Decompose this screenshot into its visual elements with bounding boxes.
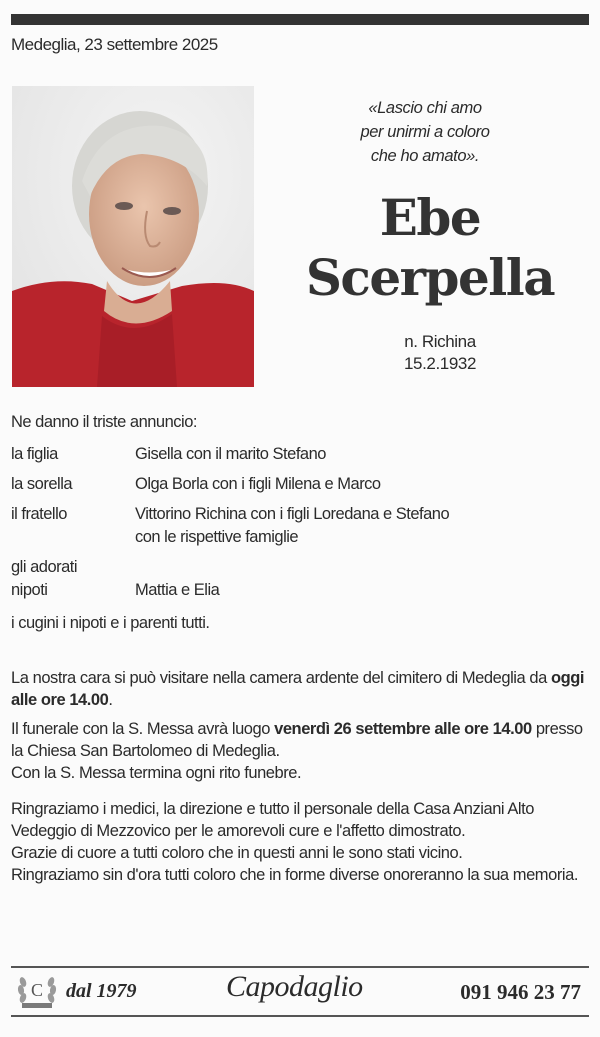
relation — [11, 473, 135, 496]
relative-names — [135, 473, 581, 496]
visitation-text-end: . — [108, 691, 113, 709]
names-line: Vittorino Richina con i figli Loredana e Stefano — [135, 505, 450, 523]
laurel-logo-icon — [16, 972, 58, 1010]
family-row — [11, 503, 581, 549]
relation-line: la sorella — [11, 475, 73, 493]
footer-rule-top — [11, 966, 589, 968]
portrait-photo — [12, 86, 254, 387]
visitation-text: La nostra cara si può visitare nella camera ardente del cimitero di Medeglia da — [11, 669, 551, 687]
relation-line: il fratello — [11, 505, 67, 523]
portrait-image — [12, 86, 254, 387]
funeral-datetime: venerdì 26 settembre alle ore 14.00 — [274, 720, 532, 738]
relation — [11, 443, 135, 466]
relation-line: nipoti — [11, 581, 48, 599]
visitation-time: oggi alle ore 14.00 — [11, 669, 585, 709]
visitation-paragraph — [11, 667, 586, 711]
funeral-location: presso la Chiesa San Bartolomeo di Medeglia. — [11, 720, 583, 760]
family-row — [11, 473, 581, 496]
birth-info — [340, 331, 540, 375]
relation — [11, 503, 135, 549]
place-date: Medeglia, 23 settembre 2025 — [11, 35, 218, 54]
quote-line: «Lascio chi amo — [368, 99, 482, 117]
funeral-home-brand: Capodaglio — [226, 970, 363, 1003]
phone-number[interactable]: 091 946 23 77 — [460, 980, 581, 1004]
thanks-line: Ringraziamo i medici, la direzione e tutto il personale della Casa Anziani Alto Vedeggio di Mezzovico per le amorevoli cure e l'affetto dimostrato. — [11, 800, 535, 840]
relation-line: la figlia — [11, 445, 58, 463]
relative-names — [135, 443, 581, 466]
thanks-line: Grazie di cuore a tutti coloro che in questi anni le sono stati vicino. — [11, 844, 463, 862]
maiden-name: n. Richina — [404, 332, 476, 351]
names-line: Mattia e Elia — [135, 581, 220, 599]
relative-names — [135, 556, 581, 602]
quote — [310, 96, 540, 168]
funeral-note: Con la S. Messa termina ogni rito funebre. — [11, 764, 302, 782]
family-row — [11, 443, 581, 466]
top-rule — [11, 14, 589, 25]
thanks-paragraph — [11, 798, 586, 886]
names-line: con le rispettive famiglie — [135, 528, 299, 546]
names-line: Olga Borla con i figli Milena e Marco — [135, 475, 381, 493]
quote-line: che ho amato». — [370, 147, 480, 165]
announcement-intro: Ne danno il triste annuncio: — [11, 413, 197, 431]
relatives-closing: i cugini i nipoti e i parenti tutti. — [11, 614, 210, 632]
funeral-text: Il funerale con la S. Messa avrà luogo — [11, 720, 275, 738]
names-line — [135, 556, 581, 579]
family-row — [11, 556, 581, 602]
birth-date: 15.2.1932 — [403, 354, 477, 373]
quote-line: per unirmi a coloro — [360, 123, 490, 141]
svg-text:C: C — [30, 980, 44, 1000]
first-name: Ebe — [379, 188, 481, 247]
relative-names — [135, 503, 581, 549]
family-list — [11, 443, 581, 609]
relation — [11, 556, 135, 602]
funeral-paragraph — [11, 718, 586, 784]
names-line: Gisella con il marito Stefano — [135, 445, 326, 463]
footer-rule-bottom — [11, 1015, 589, 1017]
last-name: Scerpella — [305, 248, 555, 307]
relation-line: gli adorati — [11, 558, 78, 576]
founded-year: dal 1979 — [66, 980, 137, 1002]
deceased-name — [290, 188, 570, 308]
thanks-line: Ringraziamo sin d'ora tutti coloro che in forme diverse onoreranno la sua memoria. — [11, 866, 578, 884]
